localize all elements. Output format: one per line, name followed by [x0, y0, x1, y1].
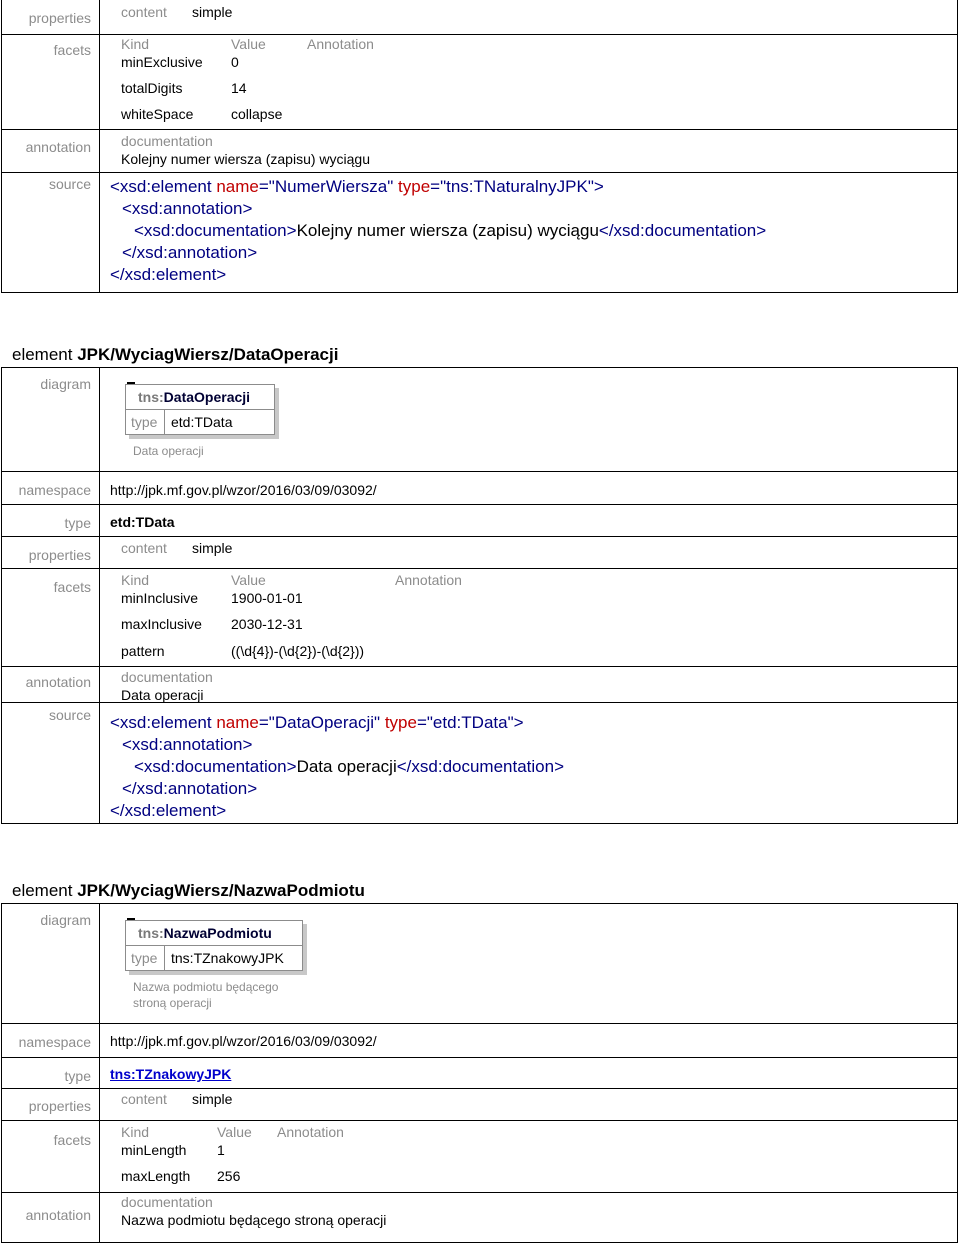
source-label: source [2, 703, 100, 824]
documentation-text: Data operacji [121, 687, 204, 703]
namespace-label: namespace [2, 472, 100, 505]
namespace-value: http://jpk.mf.gov.pl/wzor/2016/03/09/03092/ [110, 1033, 377, 1049]
source-label: source [2, 173, 100, 293]
diagram-box: tns:DataOperacji type etd:TData [125, 384, 275, 435]
documentation-key: documentation [121, 669, 213, 685]
facet-value: 2030-12-31 [231, 616, 303, 632]
facet-kind: minExclusive [121, 54, 203, 70]
content-value: simple [192, 540, 233, 556]
facet-header-kind: Kind [121, 36, 150, 52]
diagram-box: tns:NazwaPodmiotu type tns:TZnakowyJPK [125, 920, 303, 971]
annotation-label: annotation [2, 667, 100, 703]
documentation-key: documentation [121, 1194, 213, 1210]
facets-label: facets [2, 569, 100, 667]
facet-header-value: Value [231, 36, 266, 52]
properties-label: properties [2, 1089, 100, 1121]
facet-value: 14 [231, 80, 247, 96]
facets-label: facets [2, 35, 100, 130]
section-heading: element JPK/WyciagWiersz/NazwaPodmiotu [12, 881, 365, 900]
annotation-label: annotation [2, 1193, 100, 1243]
diagram-label: diagram [2, 368, 100, 472]
properties-label: properties [2, 537, 100, 569]
facet-kind: totalDigits [121, 80, 183, 96]
section-heading: element JPK/WyciagWiersz/DataOperacji [12, 345, 339, 364]
type-label: type [2, 505, 100, 537]
facet-kind: whiteSpace [121, 106, 194, 122]
content-key: content [121, 1091, 167, 1107]
facet-kind: maxLength [121, 1168, 191, 1184]
facet-value: ((\d{4})-(\d{2})-(\d{2})) [231, 643, 365, 659]
facet-header-annotation: Annotation [395, 572, 462, 588]
documentation-text: Kolejny numer wiersza (zapisu) wyciągu [121, 151, 370, 167]
type-value: etd:TData [110, 514, 175, 530]
source-code: <xsd:element name="NumerWiersza" type="tns:TNaturalnyJPK"> <xsd:annotation> <xsd:documentation>Kolejny numer wiersza (zapisu) wyciągu</xsd:documentation> </xsd:annotation> </xsd:element> [110, 177, 767, 284]
content-key: content [121, 540, 167, 556]
facet-value: 1 [217, 1142, 225, 1158]
properties-label: properties [2, 0, 100, 35]
content-key: content [121, 4, 167, 20]
facet-header-value: Value [231, 572, 266, 588]
facet-kind: maxInclusive [121, 616, 202, 632]
type-label: type [2, 1058, 100, 1089]
type-link[interactable]: tns:TZnakowyJPK [110, 1066, 232, 1082]
facet-header-value: Value [217, 1124, 252, 1140]
diagram-annotation: Data operacji [133, 444, 204, 458]
facet-header-kind: Kind [121, 572, 150, 588]
facet-header-annotation: Annotation [277, 1124, 344, 1140]
facet-value: 0 [231, 54, 239, 70]
facet-value: 256 [217, 1168, 241, 1184]
annotation-label: annotation [2, 130, 100, 173]
namespace-value: http://jpk.mf.gov.pl/wzor/2016/03/09/03092/ [110, 482, 377, 498]
content-value: simple [192, 4, 233, 20]
facets-label: facets [2, 1121, 100, 1193]
facet-kind: pattern [121, 643, 165, 659]
facet-value: collapse [231, 106, 283, 122]
content-value: simple [192, 1091, 233, 1107]
diagram-annotation: Nazwa podmiotu będącego stroną operacji [133, 980, 279, 1010]
documentation-text: Nazwa podmiotu będącego stroną operacji [121, 1212, 387, 1228]
facet-header-kind: Kind [121, 1124, 150, 1140]
namespace-label: namespace [2, 1024, 100, 1058]
diagram-label: diagram [2, 904, 100, 1024]
documentation-key: documentation [121, 133, 213, 149]
facet-kind: minInclusive [121, 590, 199, 606]
facet-value: 1900-01-01 [231, 590, 303, 606]
source-code: <xsd:element name="DataOperacji" type="etd:TData"> <xsd:annotation> <xsd:documentation>Data operacji</xsd:documentation> </xsd:annotation> </xsd:element> [110, 713, 565, 820]
facet-header-annotation: Annotation [307, 36, 374, 52]
facet-kind: minLength [121, 1142, 187, 1158]
